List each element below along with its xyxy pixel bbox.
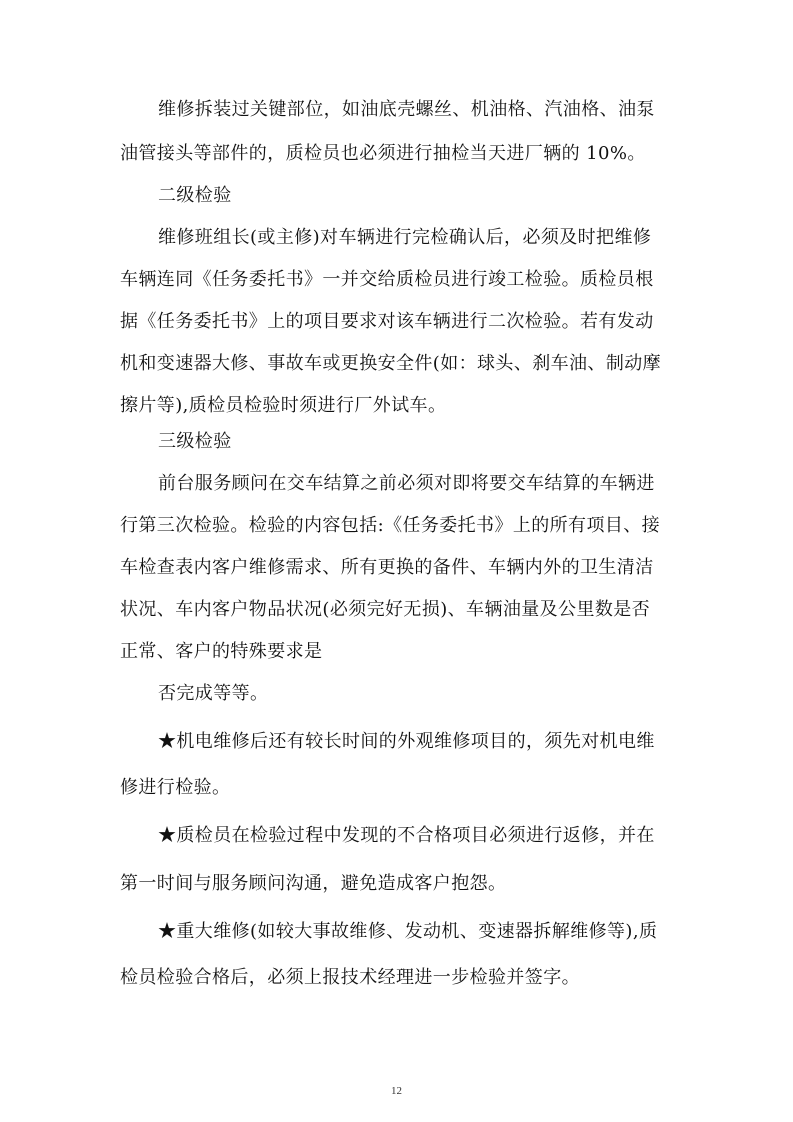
bullet-note: ★重大维修(如较大事故维修、发动机、变速器拆解维修等),质 bbox=[158, 921, 658, 942]
body-text-line: 否完成等等。 bbox=[158, 683, 269, 704]
body-text-line: 行第三次检验。检验的内容包括:《任务委托书》上的所有项目、接 bbox=[120, 515, 661, 536]
bullet-note: ★机电维修后还有较长时间的外观维修项目的，须先对机电维 bbox=[158, 731, 655, 752]
body-text-line: 擦片等),质检员检验时须进行厂外试车。 bbox=[120, 395, 447, 416]
body-text-line: 状况、车内客户物品状况(必须完好无损)、车辆油量及公里数是否 bbox=[120, 599, 651, 620]
section-heading: 三级检验 bbox=[158, 431, 232, 452]
body-text-line: 据《任务委托书》上的项目要求对该车辆进行二次检验。若有发动 bbox=[120, 311, 654, 332]
body-text-line: 车辆连同《任务委托书》一并交给质检员进行竣工检验。质检员根 bbox=[120, 269, 654, 290]
body-text-line: 前台服务顾问在交车结算之前必须对即将要交车结算的车辆进 bbox=[158, 473, 655, 494]
page-number: 12 bbox=[391, 1085, 402, 1097]
bullet-note-continuation: 第一时间与服务顾问沟通，避免造成客户抱怨。 bbox=[120, 873, 507, 894]
section-heading: 二级检验 bbox=[158, 185, 232, 206]
bullet-note-continuation: 检员检验合格后，必须上报技术经理进一步检验并签字。 bbox=[120, 967, 580, 988]
body-text-line: 机和变速器大修、事故车或更换安全件(如：球头、刹车油、制动摩 bbox=[120, 353, 662, 374]
bullet-note: ★质检员在检验过程中发现的不合格项目必须进行返修，并在 bbox=[158, 825, 655, 846]
body-text-line: 维修拆装过关键部位，如油底壳螺丝、机油格、汽油格、油泵 bbox=[158, 99, 655, 120]
bullet-note-continuation: 修进行检验。 bbox=[120, 777, 231, 798]
body-text-line: 维修班组长(或主修)对车辆进行完检确认后，必须及时把维修 bbox=[158, 227, 652, 248]
body-text-line: 油管接头等部件的，质检员也必须进行抽检当天进厂辆的 10%。 bbox=[120, 143, 646, 164]
body-text-line: 车检查表内客户维修需求、所有更换的备件、车辆内外的卫生清洁 bbox=[120, 557, 654, 578]
body-text-line: 正常、客户的特殊要求是 bbox=[120, 641, 323, 662]
